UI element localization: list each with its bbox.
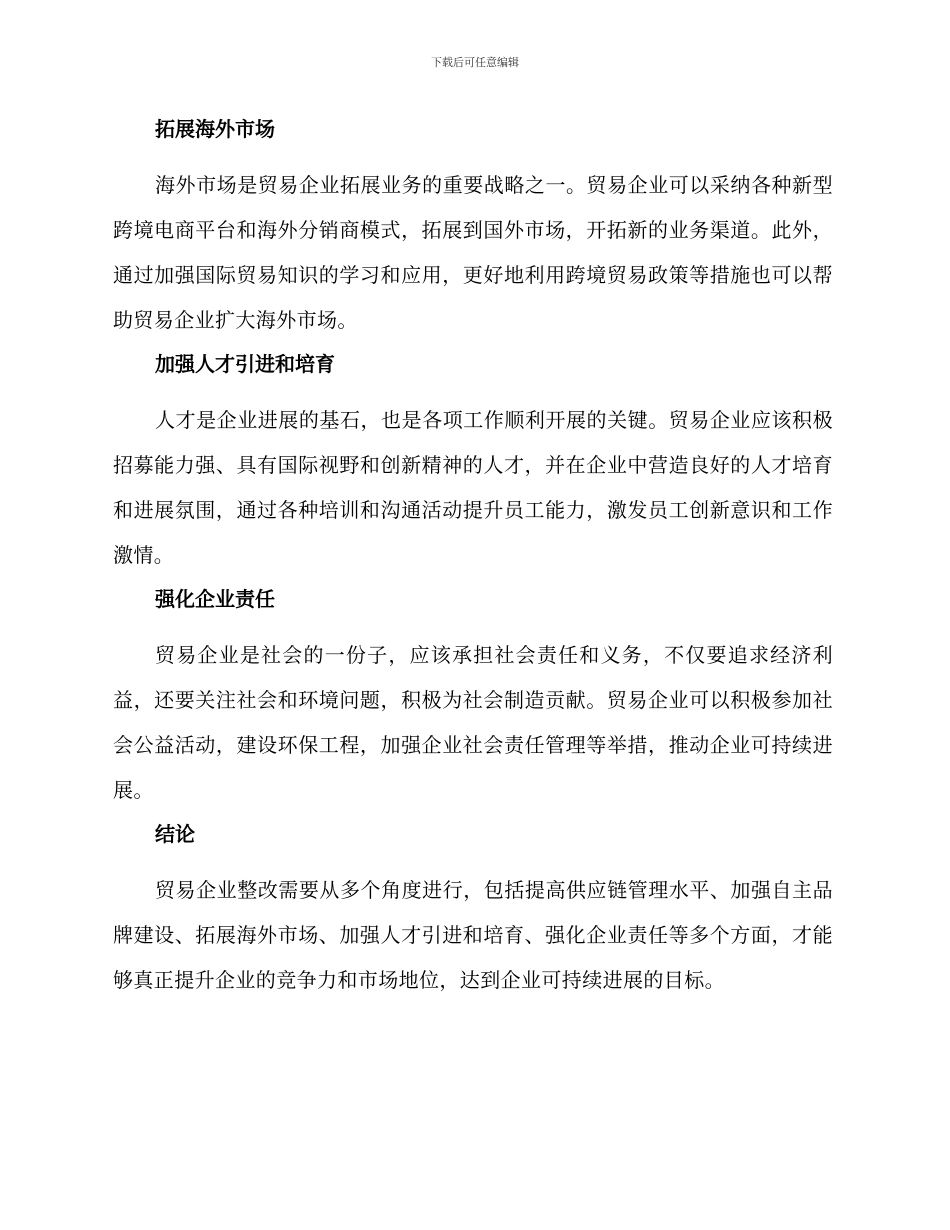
section-heading: 结论 [155,822,195,846]
section-heading: 强化企业责任 [155,587,275,611]
section-talent [113,348,833,578]
document-body [113,113,833,1008]
section-heading: 加强人才引进和培育 [155,352,335,376]
section-responsibility [113,583,833,813]
section-conclusion [113,818,833,1003]
section-paragraph: 人才是企业进展的基石，也是各项工作顺利开展的关键。贸易企业应该积极招募能力强、具有国际视野和创新精神的人才，并在企业中营造良好的人才培育和进展氛围，通过各种培训和沟通活动提升员工能力，激发员工创新意识和工作激情。 [113,408,833,567]
section-paragraph: 贸易企业是社会的一份子，应该承担社会责任和义务，不仅要追求经济利益，还要关注社会和环境问题，积极为社会制造贡献。贸易企业可以积极参加社会公益活动，建设环保工程，加强企业社会责任管理等举措，推动企业可持续进展。 [113,643,833,802]
section-overseas-market [113,113,833,343]
section-paragraph: 贸易企业整改需要从多个角度进行，包括提高供应链管理水平、加强自主品牌建设、拓展海外市场、加强人才引进和培育、强化企业责任等多个方面，才能够真正提升企业的竞争力和市场地位，达到企业可持续进展的目标。 [113,878,833,992]
section-heading: 拓展海外市场 [155,117,275,141]
page-header: 下载后可任意编辑 [431,56,519,69]
section-paragraph: 海外市场是贸易企业拓展业务的重要战略之一。贸易企业可以采纳各种新型跨境电商平台和海外分销商模式，拓展到国外市场，开拓新的业务渠道。此外，通过加强国际贸易知识的学习和应用，更好地利用跨境贸易政策等措施也可以帮助贸易企业扩大海外市场。 [113,173,833,332]
